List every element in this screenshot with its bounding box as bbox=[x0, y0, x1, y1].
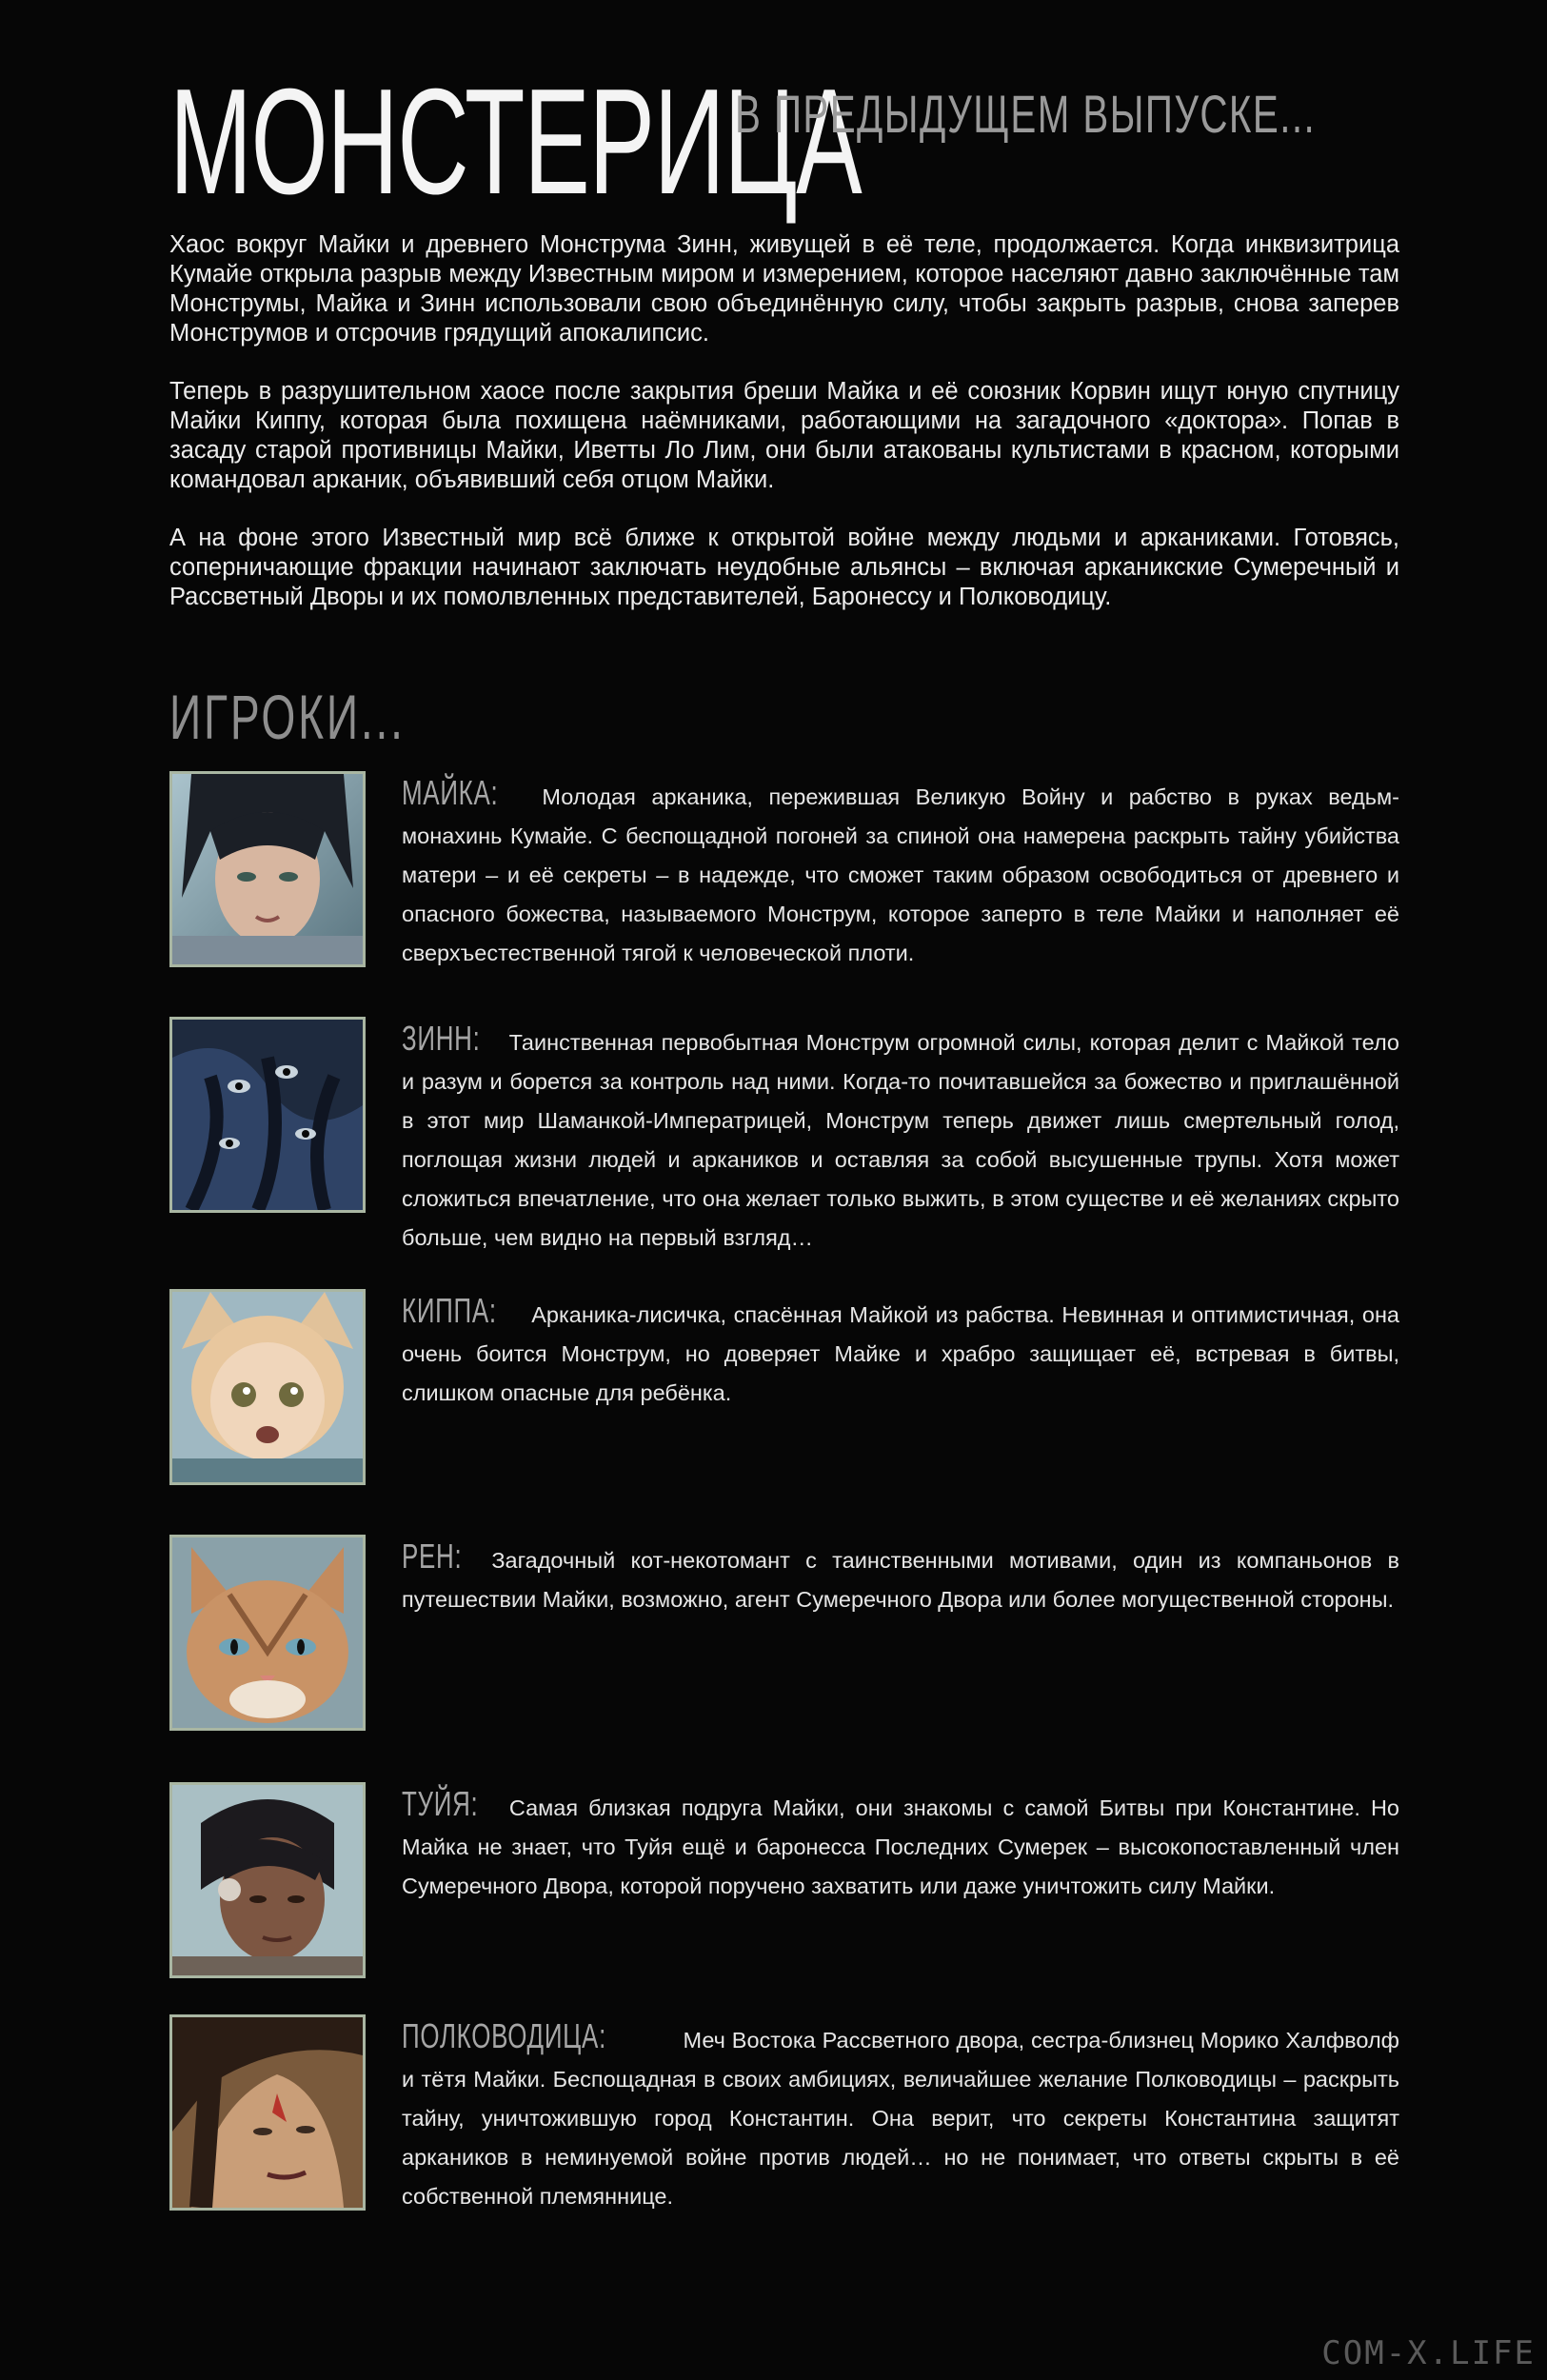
zinn-portrait bbox=[169, 1017, 366, 1213]
tuya-portrait bbox=[169, 1782, 366, 1978]
players-heading: ИГРОКИ... bbox=[169, 682, 406, 752]
player-name: КИППА: bbox=[402, 1291, 497, 1330]
maika-portrait bbox=[169, 771, 366, 967]
player-name: ПОЛКОВОДИЦА: bbox=[402, 2016, 606, 2055]
watermark: COM-X.LIFE bbox=[1321, 2334, 1536, 2372]
player-name: ЗИНН: bbox=[402, 1019, 481, 1058]
player-description: Загадочный кот-некотомант с таинственными мотивами, один из компаньонов в путешествии Майки, возможно, агент Сумеречного Двора или более могущественной стороны. bbox=[402, 1548, 1399, 1612]
comic-logo: МОНСТЕРИЦА bbox=[169, 58, 862, 226]
player-description: Арканика-лисичка, спасённая Майкой из рабства. Невинная и оптимистичная, она очень боится Монструм, но доверяет Майке и храбро защищает её, встревая в битвы, слишком опасные для ребёнка. bbox=[402, 1302, 1400, 1405]
player-description: Таинственная первобытная Монструм огромной силы, которая делит с Майкой тело и разум и борется за контроль над ними. Когда-то почитавшейся за божество и приглашённой в этот мир Шаманкой-Императрицей, Монструм теперь движет лишь смертельный голод, поглощая жизни людей и аркаников и оставляя за собой высушенные трупы. Хотя может сложиться впечатление, что она желает только выжить, в этом существе и её желаниях скрыто больше, чем видно на первый взгляд… bbox=[402, 1030, 1399, 1250]
ren-portrait bbox=[169, 1535, 366, 1731]
player-name: РЕН: bbox=[402, 1537, 463, 1576]
player-description: Меч Востока Рассветного двора, сестра-близнец Морико Халфволф и тётя Майки. Беспощадная в своих амбициях, величайшее желание Полководицы – раскрыть тайну, уничтожившую город Константин. Она верит, что секреты Константина защитят аркаников в неминуемой войне против людей… но не понимает, что ответы скрыты в её собственной племяннице. bbox=[402, 2028, 1400, 2209]
player-description: Молодая арканика, пережившая Великую Войну и рабство в руках ведьм-монахинь Кумайе. С беспощадной погоней за спиной она намерена раскрыть тайну убийства матери – и её секреты – в надежде, что сможет таким образом освободиться от древнего и опасного божества, называемого Монструм, которое заперто в теле Майки и наполняет её сверхъестественной тягой к человеческой плоти. bbox=[402, 784, 1399, 965]
warlord-portrait bbox=[169, 2014, 366, 2211]
kippa-portrait bbox=[169, 1289, 366, 1485]
player-description: Самая близкая подруга Майки, они знакомы с самой Битвы при Константине. Но Майка не знает, что Туйя ещё и баронесса Последних Сумерек – высокопоставленный член Сумеречного Двора, которой поручено захватить или даже уничтожить силу Майки. bbox=[402, 1795, 1400, 1898]
previously-subtitle: В ПРЕДЫДУЩЕМ ВЫПУСКЕ... bbox=[735, 84, 1317, 144]
recap-text bbox=[169, 230, 1399, 641]
player-name: ТУЙЯ: bbox=[402, 1784, 479, 1823]
player-name: МАЙКА: bbox=[402, 773, 499, 812]
recap-paragraph: Хаос вокруг Майки и древнего Монструма Зинн, живущей в её теле, продолжается. Когда инквизитрица Кумайе открыла разрыв между Известным миром и измерением, которое населяют давно заключённые там Монструмы, Майка и Зинн использовали свою объединённую силу, чтобы закрыть разрыв, снова заперев Монструмов и отсрочив грядущий апокалипсис. bbox=[169, 231, 1399, 347]
recap-paragraph: Теперь в разрушительном хаосе после закрытия бреши Майка и её союзник Корвин ищут юную спутницу Майки Киппу, которая была похищена наёмниками, работающими на загадочного «доктора». Попав в засаду старой противницы Майки, Иветты Ло Лим, они были атакованы культистами в красном, которыми командовал арканик, объявивший себя отцом Майки. bbox=[169, 378, 1399, 493]
recap-paragraph: А на фоне этого Известный мир всё ближе к открытой войне между людьми и арканиками. Готовясь, соперничающие фракции начинают заключать неудобные альянсы – включая арканикские Сумеречный и Рассветный Дворы и их помолвленных представителей, Баронессу и Полководицу. bbox=[169, 525, 1399, 610]
